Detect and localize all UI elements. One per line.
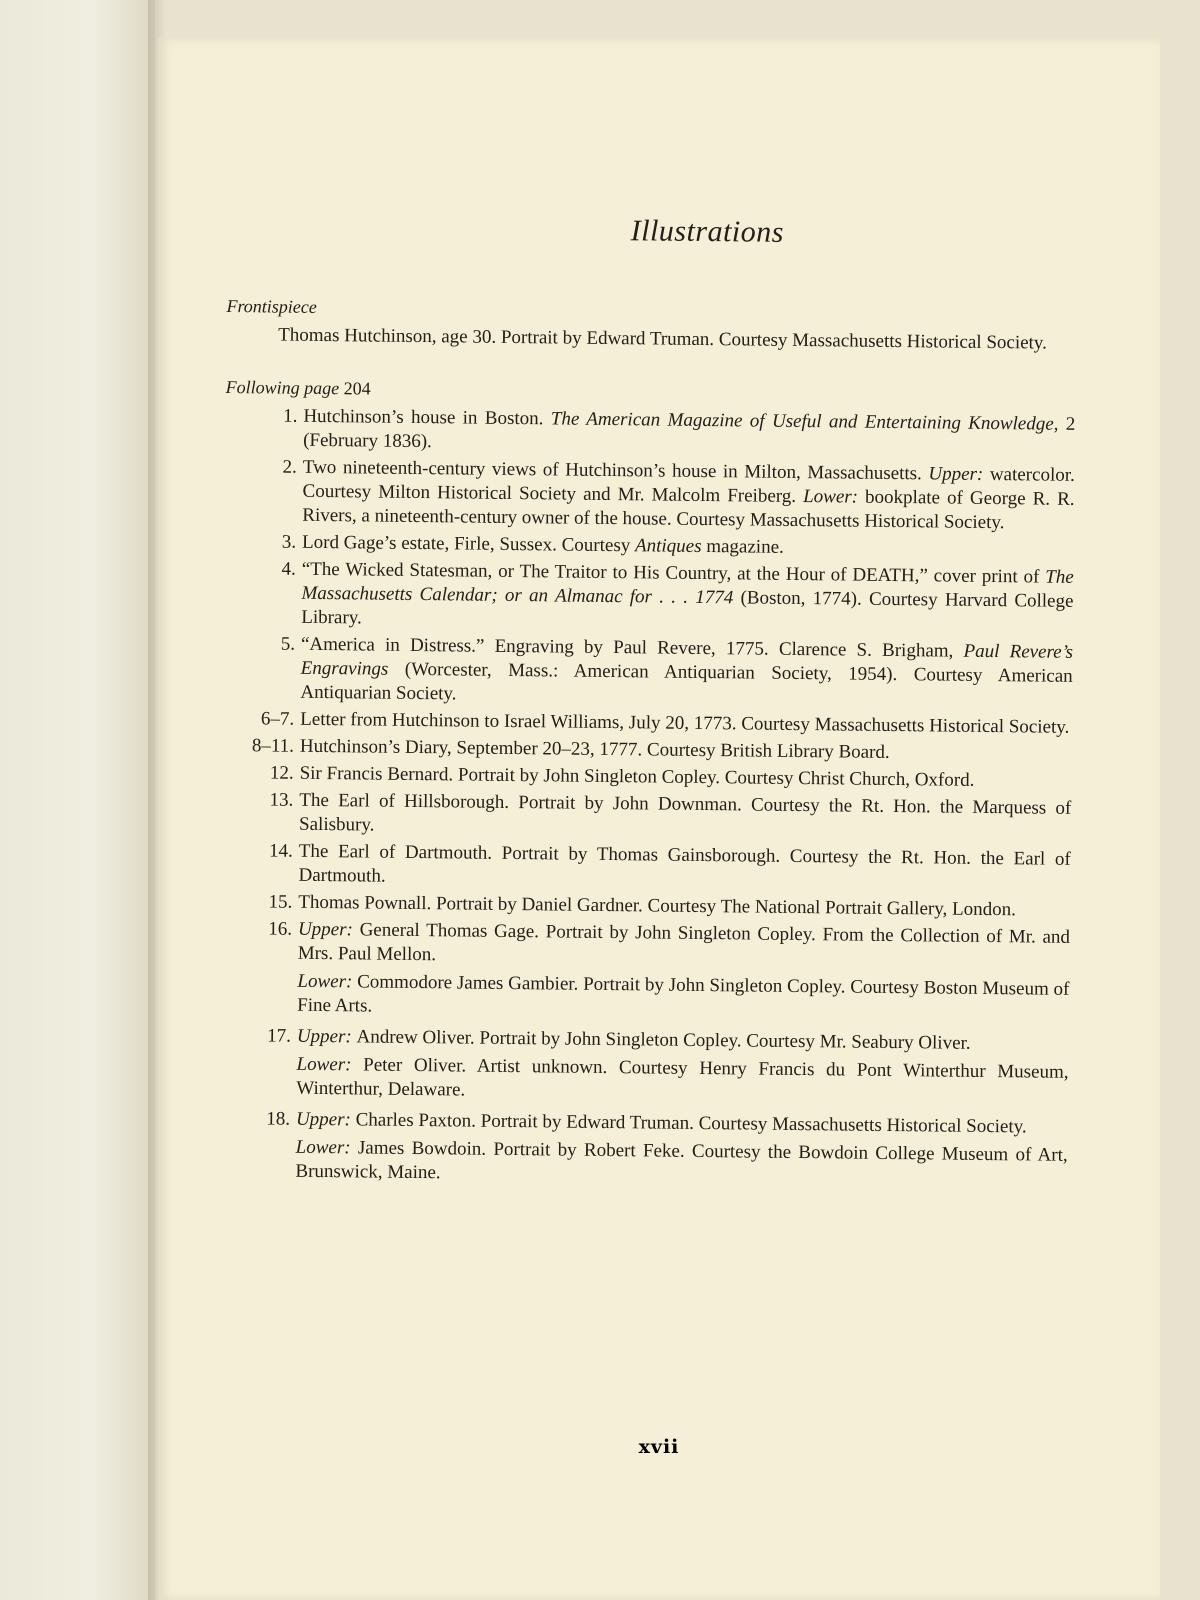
page-number: xvii bbox=[638, 1436, 680, 1458]
entry-number: 4. bbox=[281, 558, 296, 580]
entry-number: 2. bbox=[282, 456, 297, 478]
entry-paragraph bbox=[297, 1025, 1069, 1057]
illustration-entry bbox=[220, 839, 1070, 896]
entry-paragraph bbox=[298, 918, 1070, 974]
entry-text: The Earl of Dartmouth. Portrait by Thomas Gainsborough. Courtesy the Rt. Hon. the Earl of Dartmouth. bbox=[298, 840, 1071, 887]
entry-paragraph bbox=[295, 1136, 1067, 1192]
entry-paragraph bbox=[296, 1053, 1068, 1109]
entry-text: magazine. bbox=[706, 536, 784, 558]
entry-text: bookplate of George R. R. Rivers, a nineteenth-century owner of the house. Courtesy Massachusetts Historical Society. bbox=[302, 486, 1075, 534]
italic-text: Upper: bbox=[928, 463, 990, 485]
following-page-label bbox=[226, 377, 1076, 407]
entry-text: Hutchinson’s house in Boston. bbox=[303, 405, 551, 430]
entry-text: Hutchinson’s Diary, September 20–23, 1777. Courtesy British Library Board. bbox=[299, 735, 890, 763]
frontispiece-label: Frontispiece bbox=[226, 295, 317, 317]
illustration-entry bbox=[222, 632, 1073, 713]
entry-number: 13. bbox=[269, 789, 294, 811]
entry-text: “America in Distress.” Engraving by Paul Revere, 1775. Clarence S. Brigham, bbox=[300, 633, 964, 662]
entry-number: 15. bbox=[268, 891, 293, 913]
italic-text: Lower: bbox=[803, 486, 866, 508]
illustration-entry bbox=[217, 1107, 1068, 1196]
frontispiece-text: Thomas Hutchinson, age 30. Portrait by Edward Truman. Courtesy Massachusetts Historical Society. bbox=[278, 324, 1048, 354]
entry-description bbox=[303, 405, 1075, 461]
italic-text: Antiques bbox=[634, 535, 707, 558]
entry-number: 8–11. bbox=[251, 735, 295, 757]
illustration-list bbox=[217, 404, 1075, 1196]
entry-number: 3. bbox=[281, 531, 297, 553]
entry-number: 1. bbox=[283, 405, 298, 427]
entry-text: Peter Oliver. Artist unknown. Courtesy Henry Francis du Pont Winterthur Museum, Winterthur, Delaware. bbox=[296, 1054, 1069, 1101]
entry-number: 12. bbox=[269, 762, 294, 784]
entry-text: Lord Gage’s estate, Firle, Sussex. Courtesy bbox=[301, 531, 636, 557]
entry-text: James Bowdoin. Portrait by Robert Feke. Courtesy the Bowdoin College Museum of Art, Brunswick, Maine. bbox=[295, 1137, 1068, 1184]
following-page-number: 204 bbox=[343, 378, 371, 399]
italic-text: Lower: bbox=[295, 1136, 359, 1159]
entry-text: Thomas Pownall. Portrait by Daniel Gardner. Courtesy The National Portrait Gallery, London. bbox=[298, 891, 1017, 921]
entry-description bbox=[298, 840, 1070, 896]
entry-text: Letter from Hutchinson to Israel Williams, July 20, 1773. Courtesy Massachusetts Historical Society. bbox=[300, 708, 1070, 738]
following-label-text: Following page bbox=[225, 376, 340, 399]
entry-text: Commodore James Gambier. Portrait by John Singleton Copley. Courtesy Boston Museum of Fine Arts. bbox=[297, 971, 1070, 1017]
entry-text: Two nineteenth-century views of Hutchinson’s house in Milton, Massachusetts. bbox=[302, 456, 929, 485]
illustration-entry bbox=[218, 1024, 1069, 1113]
page-content bbox=[217, 166, 1078, 1199]
entry-text: (Boston, 1774). Courtesy Harvard College Library. bbox=[301, 587, 1074, 629]
italic-text: The Massachusetts Calendar; or an Almanac for . . . 1774 bbox=[301, 566, 1074, 609]
entry-text: 2 (February 1836). bbox=[303, 413, 1076, 453]
entry-description bbox=[295, 1108, 1068, 1196]
italic-text: The American Magazine of Useful and Entertaining Knowledge, bbox=[550, 408, 1066, 435]
illustration-entry bbox=[219, 917, 1070, 1030]
entry-number: 17. bbox=[267, 1025, 292, 1047]
entry-number: 5. bbox=[280, 633, 296, 655]
italic-text: Lower: bbox=[297, 970, 358, 993]
italic-text: Upper: bbox=[296, 1025, 357, 1048]
entry-text: Charles Paxton. Portrait by Edward Truman. Courtesy Massachusetts Historical Society. bbox=[355, 1109, 1027, 1138]
entry-description bbox=[297, 918, 1070, 1030]
italic-text: Upper: bbox=[297, 918, 360, 941]
illustration-entry bbox=[225, 404, 1075, 461]
facing-page bbox=[0, 0, 155, 1600]
entry-description bbox=[296, 1025, 1069, 1113]
entry-description bbox=[302, 456, 1075, 536]
italic-text: Upper: bbox=[295, 1108, 356, 1131]
entry-description bbox=[299, 789, 1071, 845]
italic-text: Lower: bbox=[296, 1053, 364, 1076]
illustration-entry bbox=[223, 557, 1074, 638]
entry-text: “The Wicked Statesman, or The Traitor to His Country, at the Hour of DEATH,” cover print of bbox=[301, 558, 1046, 588]
entry-text: watercolor. Courtesy Milton Historical Society and Mr. Malcolm Freiberg. bbox=[302, 463, 1075, 508]
entry-number: 14. bbox=[268, 840, 293, 862]
entry-paragraph bbox=[296, 1108, 1068, 1140]
entry-text: General Thomas Gage. Portrait by John Singleton Copley. From the Collection of Mr. and Mrs. Paul Mellon. bbox=[297, 919, 1071, 966]
entry-text: (Worcester, Mass.: American Antiquarian Society, 1954). Courtesy American Antiquarian Society. bbox=[300, 658, 1073, 705]
entry-number: 16. bbox=[268, 918, 293, 940]
entry-description bbox=[300, 633, 1073, 713]
italic-text: Paul Revere’s Engravings bbox=[300, 640, 1074, 680]
entry-text: The Earl of Hillsborough. Portrait by John Downman. Courtesy the Rt. Hon. the Marquess of Salisbury. bbox=[299, 789, 1072, 836]
entry-text: Sir Francis Bernard. Portrait by John Singleton Copley. Courtesy Christ Church, Oxford. bbox=[299, 762, 975, 791]
entry-paragraph bbox=[297, 970, 1069, 1026]
illustration-entry bbox=[224, 455, 1075, 536]
entry-number: 18. bbox=[266, 1108, 291, 1130]
illustration-entry bbox=[221, 788, 1071, 845]
entry-text: Andrew Oliver. Portrait by John Singleton Copley. Courtesy Mr. Seabury Oliver. bbox=[356, 1026, 971, 1054]
book-page bbox=[158, 38, 1160, 1600]
entry-number: 6–7. bbox=[260, 708, 295, 730]
page-title: Illustrations bbox=[630, 214, 785, 249]
entry-description bbox=[301, 558, 1074, 638]
